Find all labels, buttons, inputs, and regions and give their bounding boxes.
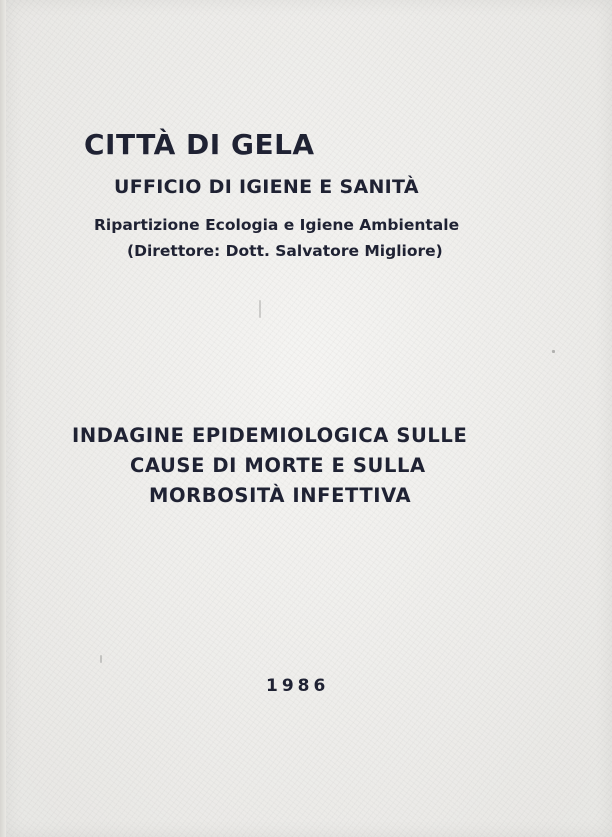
city-heading: CITTÀ DI GELA bbox=[84, 128, 315, 161]
title-line-2: CAUSE DI MORTE E SULLA bbox=[130, 454, 426, 477]
paper-speck bbox=[100, 655, 102, 663]
book-cover bbox=[6, 0, 612, 837]
paper-speck bbox=[259, 300, 261, 318]
director-line: (Direttore: Dott. Salvatore Migliore) bbox=[127, 242, 443, 260]
publication-year: 1986 bbox=[266, 676, 330, 696]
title-line-1: INDAGINE EPIDEMIOLOGICA SULLE bbox=[72, 424, 468, 447]
office-heading: UFFICIO DI IGIENE E SANITÀ bbox=[114, 176, 419, 198]
department-line: Ripartizione Ecologia e Igiene Ambientale bbox=[94, 216, 460, 234]
paper-speck bbox=[552, 350, 555, 353]
title-line-3: MORBOSITÀ INFETTIVA bbox=[149, 484, 412, 507]
